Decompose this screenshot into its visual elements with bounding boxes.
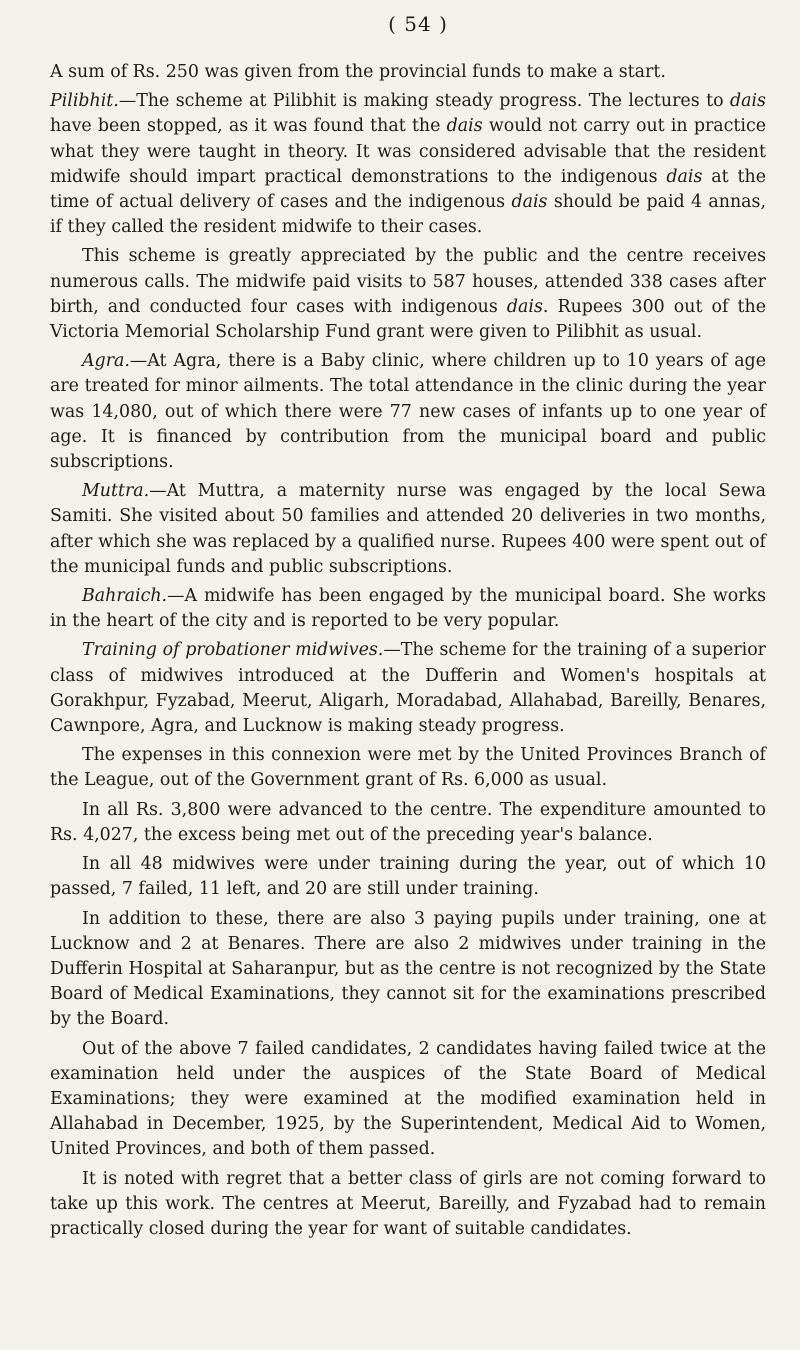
paragraph-text: In all 48 midwives were under training during the year, out of which 10 passed, 7 failed, 11 left, and 20 are still under training. bbox=[50, 854, 766, 900]
section-heading-bahraich: Bahraich. bbox=[82, 586, 168, 607]
paragraph-failed-candidates bbox=[50, 1037, 766, 1163]
paragraph-text: —At Agra, there is a Baby clinic, where children up to 10 years of age are treated for minor ailments. The total attendance in the clinic during the year was 14,080, out of which there were 77 new cases of infants up to one year of age. It is financed by contribution from the municipal board and public subscriptions. bbox=[50, 351, 766, 473]
paragraph-pilibhit bbox=[50, 89, 766, 240]
paragraph-text: This scheme is greatly appreciated by the public and the centre receives numerous calls. The midwife paid visits to 587 houses, attended 338 cases after birth, and conducted four cases with indigenous dais. Rupees 300 out of the Victoria Memorial Scholarship Fund grant were given to Pilibhit as usual. bbox=[50, 246, 767, 343]
italic-term: dais bbox=[730, 91, 766, 112]
paragraph-text: —A midwife has been engaged by the municipal board. She works in the heart of the city and is reported to be very popular. bbox=[50, 586, 766, 632]
section-heading-training: Training of probationer midwives. bbox=[82, 640, 384, 661]
paragraph-pilibhit-scheme bbox=[50, 244, 766, 345]
paragraph-text: The expenses in this connexion were met by the United Provinces Branch of the League, out of the Government grant of Rs. 6,000 as usual. bbox=[50, 745, 766, 791]
italic-term: dais bbox=[666, 166, 703, 187]
paragraph-text: —The scheme at Pilibhit is making steady progress. The lectures to dais have been stopped, as it was found that the dais would not carry out in practice what they were taught in theory. It was considered advisable that the resident midwife should impart practical demonstrations to the indigenous dais at the time of actual delivery of cases and the indigenous dais should be paid 4 annas, if they called the resident midwife to their cases. bbox=[50, 91, 766, 238]
paragraph-bahraich bbox=[50, 584, 766, 634]
page-number: ( 54 ) bbox=[388, 12, 448, 36]
paragraph-agra bbox=[50, 349, 766, 475]
paragraph-text: In all Rs. 3,800 were advanced to the centre. The expenditure amounted to Rs. 4,027, the excess being met out of the preceding year's balance. bbox=[50, 799, 766, 845]
italic-term: dais bbox=[511, 192, 548, 213]
paragraph-advance bbox=[50, 798, 766, 848]
paragraph-text: Out of the above 7 failed candidates, 2 candidates having failed twice at the examination held under the auspices of the State Board of Medical Examinations; they were examined at the modified examination held in Allahabad in December, 1925, by the Superintendent, Medical Aid to Women, United Provinces, and both of them passed. bbox=[50, 1038, 766, 1160]
section-heading-muttra: Muttra. bbox=[82, 481, 150, 502]
paragraph-text: —The scheme for the training of a superior class of midwives introduced at the Dufferin and Women's hospitals at Gorakhpur, Fyzabad, Meerut, Aligarh, Moradabad, Allahabad, Bareilly, Benares, Cawnpore, Agra, and Lucknow is making steady progress. bbox=[50, 640, 766, 737]
paragraph-training bbox=[50, 638, 766, 739]
section-heading-pilibhit: Pilibhit. bbox=[50, 91, 119, 112]
paragraph-regret bbox=[50, 1167, 766, 1243]
paragraph-text: In addition to these, there are also 3 paying pupils under training, one at Lucknow and 2 at Benares. There are also 2 midwives under training in the Dufferin Hospital at Saharanpur, but as the centre is not recognized by the State Board of Medical Examinations, they cannot sit for the examinations prescribed by the Board. bbox=[50, 908, 766, 1030]
paragraph-text: A sum of Rs. 250 was given from the provincial funds to make a start. bbox=[50, 62, 666, 82]
section-heading-agra: Agra. bbox=[82, 351, 130, 372]
paragraph-muttra bbox=[50, 479, 766, 580]
italic-term: dais bbox=[506, 296, 543, 317]
paragraph-paying-pupils bbox=[50, 907, 766, 1033]
paragraph-expenses bbox=[50, 743, 766, 793]
paragraph-start-grant bbox=[50, 60, 766, 85]
paragraph-text: It is noted with regret that a better class of girls are not coming forward to take up this work. The centres at Meerut, Bareilly, and Fyzabad had to remain practically closed during the year for want of suitable candidates. bbox=[50, 1168, 766, 1239]
paragraph-text: —At Muttra, a maternity nurse was engaged by the local Sewa Samiti. She visited about 50 families and attended 20 deliveries in two months, after which she was replaced by a qualified nurse. Rupees 400 were spent out of the municipal funds and public subscriptions. bbox=[50, 481, 766, 577]
italic-term: dais bbox=[446, 116, 483, 137]
paragraph-midwives-count bbox=[50, 852, 766, 902]
